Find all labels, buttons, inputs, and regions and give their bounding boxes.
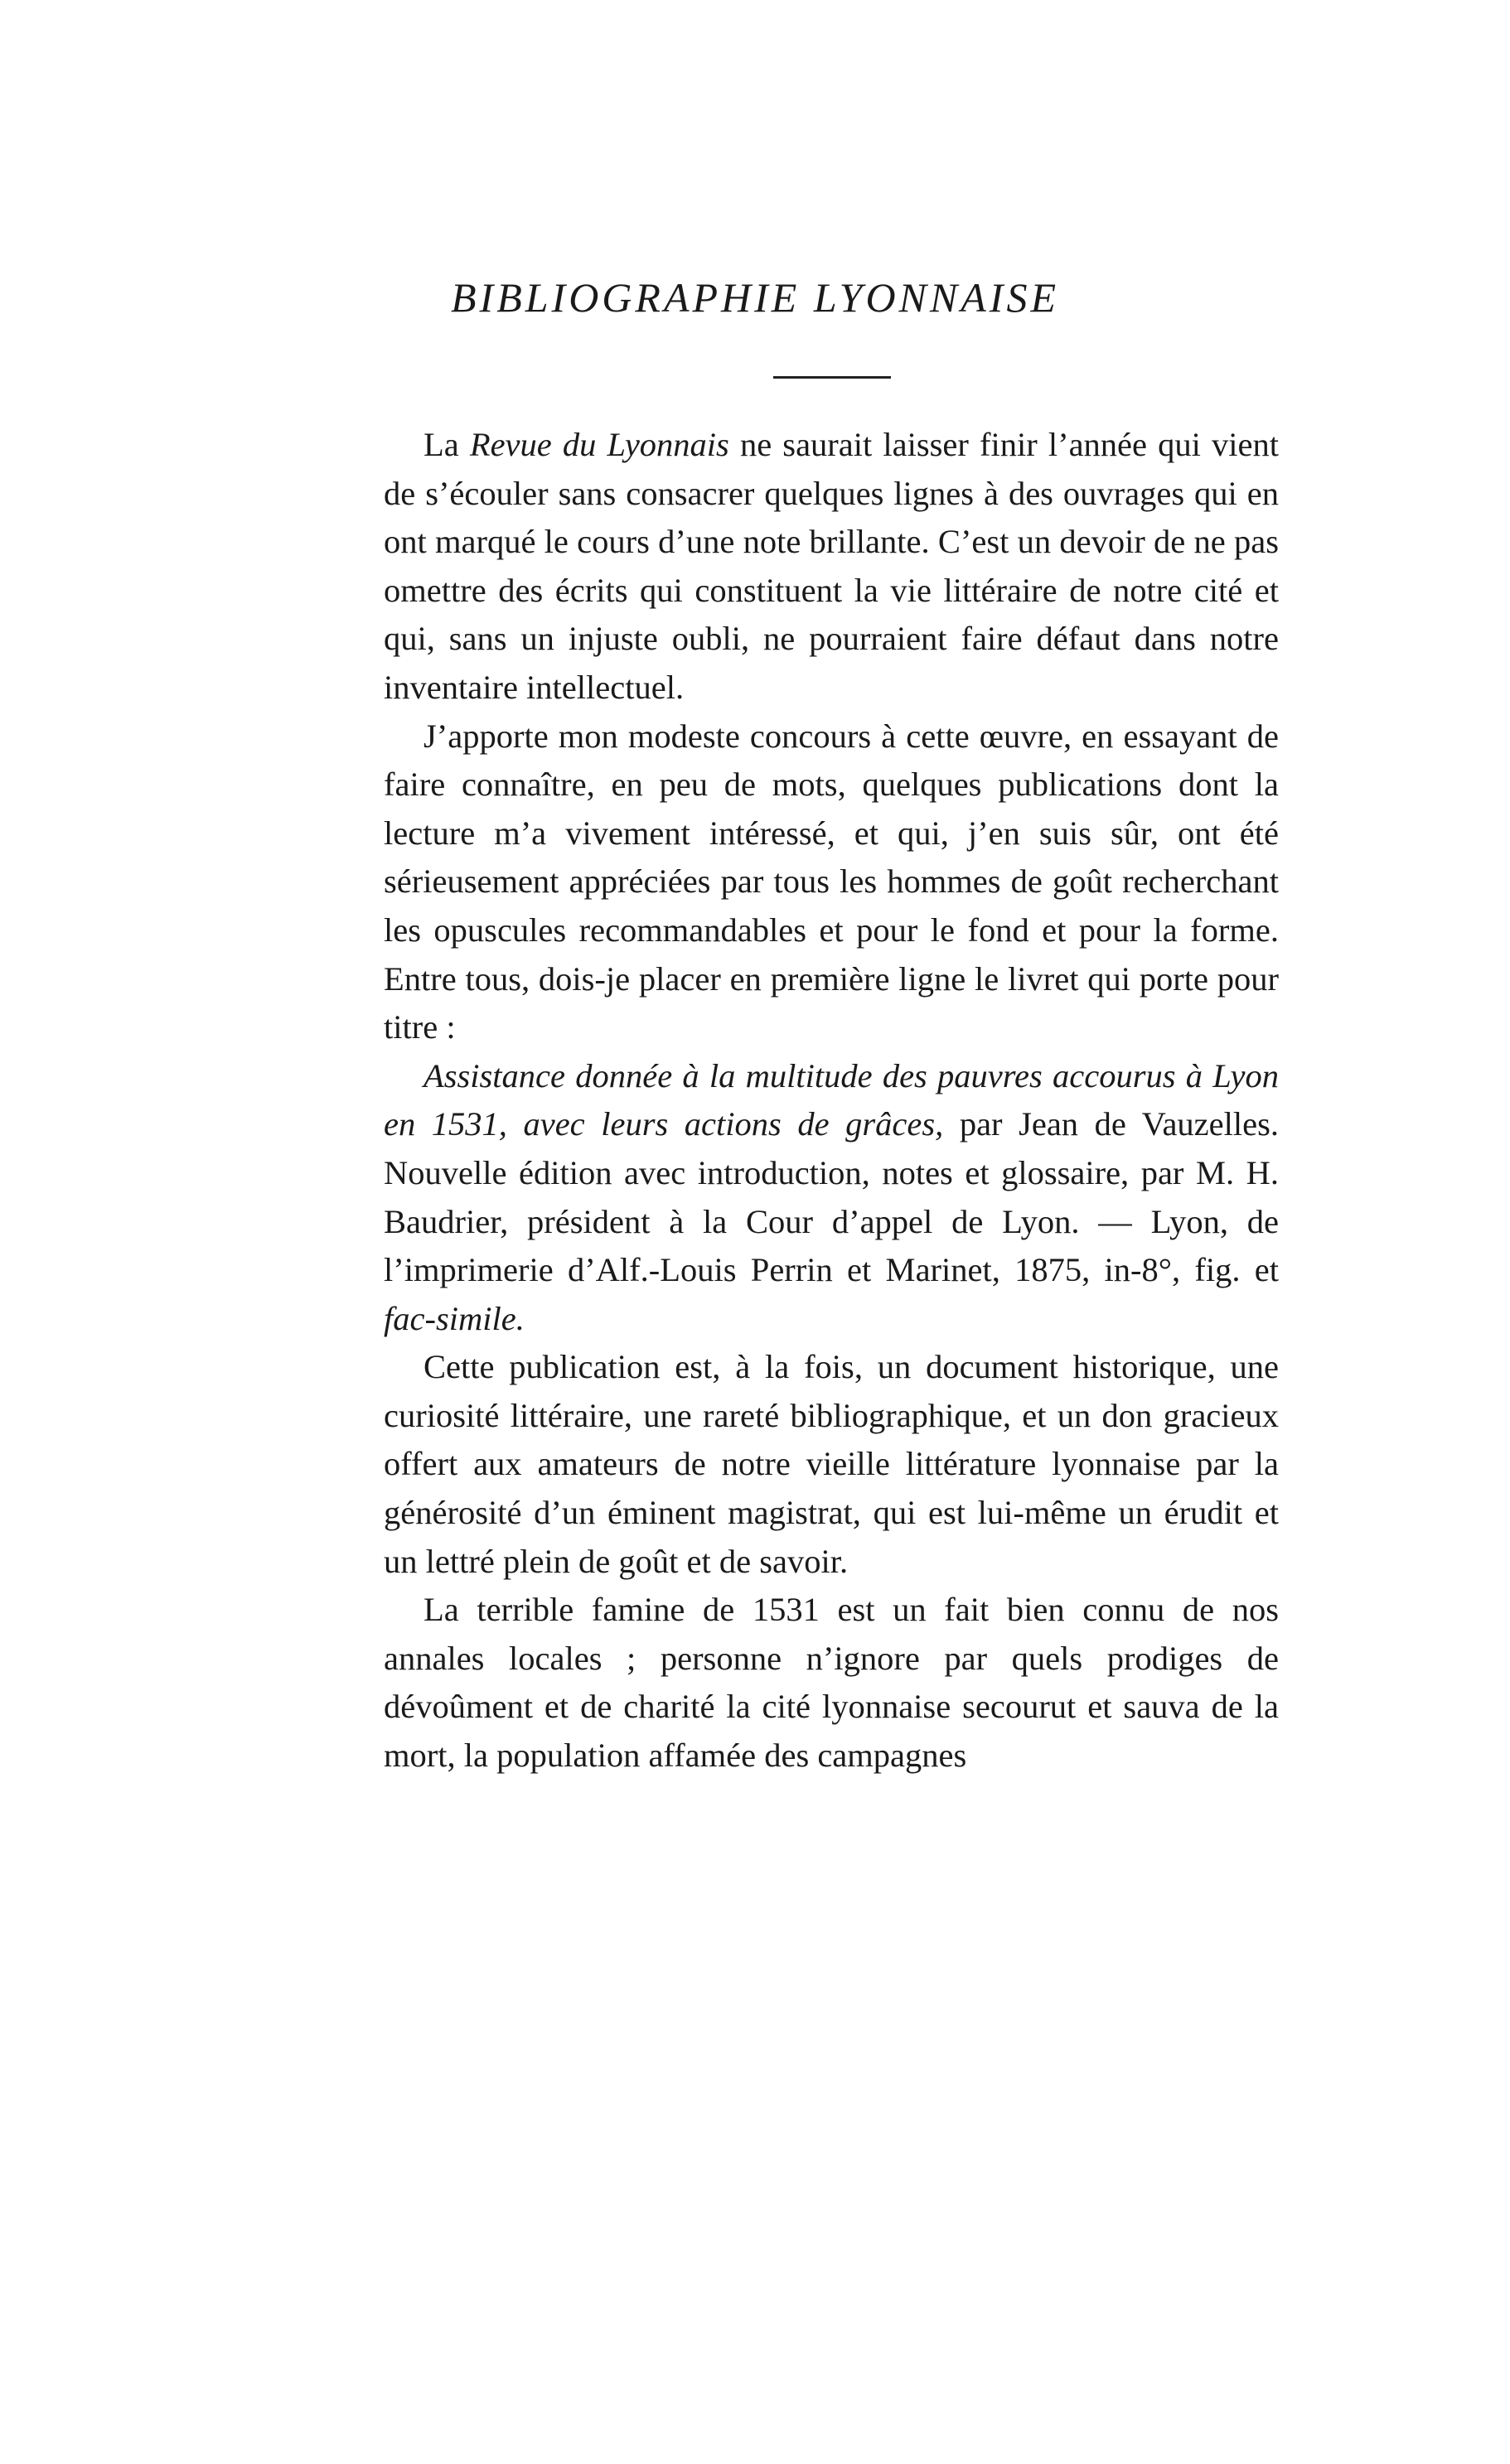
text-run: ne saurait laisser finir l’année qui vient de s’écouler sans consacrer quelques lignes à des ouvrages qui en ont marqué le cours d’une note brillante. C’est un devoir de ne pas omettre des écrits qui constituent la vie littéraire de notre cité et qui, sans un injuste oubli, ne pourraient faire défaut dans notre inventaire intellectuel.	[384, 426, 1279, 706]
paragraph	[384, 1343, 1279, 1586]
italic-run: Assistance donnée à la multitude des pauvres accourus à Lyon en 1531, avec leurs actions de grâces,	[384, 1056, 1279, 1143]
body-text	[384, 421, 1279, 1780]
text-run: J’apporte mon modeste concours à cette œuvre, en essayant de faire connaître, en peu de mots, quelques publications dont la lecture m’a vivement intéressé, et qui, j’en suis sûr, ont été sérieusement appréciées par tous les hommes de goût recherchant les opuscules recommandables et pour le fond et pour la forme. Entre tous, dois-je placer en première ligne le livret qui porte pour titre :	[384, 717, 1279, 1046]
paragraph	[384, 713, 1279, 1052]
title-rule	[773, 376, 891, 379]
text-run: par Jean de Vauzelles. Nouvelle édition avec introduction, notes et glossaire, par M. H. Baudrier, président à la Cour d’appel de Lyon. — Lyon, de l’imprimerie d’Alf.-Louis Perrin et Marinet, 1875, in-8°, fig. et	[384, 1105, 1279, 1289]
italic-run: Revue du Lyonnais	[469, 426, 729, 463]
italic-run: fac-simile.	[384, 1299, 525, 1337]
citation-paragraph	[384, 1052, 1279, 1344]
paragraph	[384, 421, 1279, 713]
page-title: BIBLIOGRAPHIE LYONNAISE	[451, 274, 1059, 321]
paragraph	[384, 1586, 1279, 1780]
text-run: La	[423, 426, 470, 463]
text-run: La terrible famine de 1531 est un fait bien connu de nos annales locales ; personne n’ignore par quels prodiges de dévoûment et de charité la cité lyonnaise secourut et sauva de la mort, la population affamée des campagnes	[384, 1591, 1279, 1775]
text-run: Cette publication est, à la fois, un document historique, une curiosité littéraire, une rareté bibliographique, et un don gracieux offert aux amateurs de notre vieille littérature lyonnaise par la générosité d’un éminent magistrat, qui est lui-même un érudit et un lettré plein de goût et de savoir.	[384, 1348, 1279, 1580]
